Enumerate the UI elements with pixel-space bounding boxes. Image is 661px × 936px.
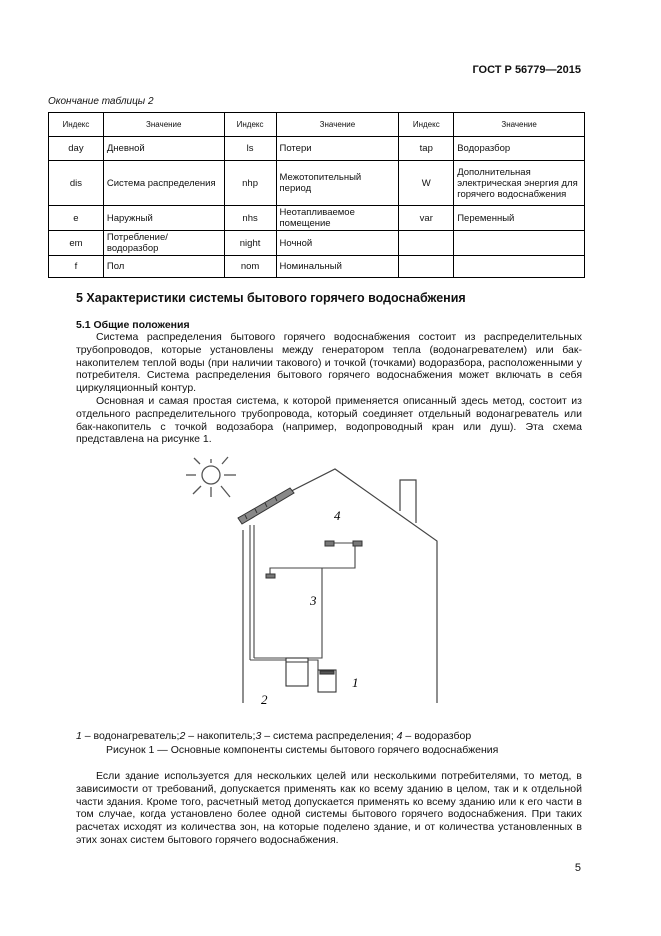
table-cell: Переменный: [454, 206, 585, 231]
table-cell: night: [224, 231, 276, 256]
table-cell: Ночной: [276, 231, 399, 256]
table-header-cell: Индекс: [224, 113, 276, 137]
sun-icon: [186, 457, 236, 497]
table-cell: Потребление/ водоразбор: [103, 231, 224, 256]
legend-number: 1: [76, 730, 82, 742]
figure-label-4: 4: [334, 508, 341, 523]
table-row: [49, 161, 585, 206]
table-cell: e: [49, 206, 104, 231]
legend-number: 2: [179, 730, 186, 742]
paragraph: [76, 770, 582, 847]
legend-text: – накопитель;: [185, 730, 256, 742]
table-cell: Пол: [103, 256, 224, 278]
table-cell: tap: [399, 137, 454, 161]
table-row: [49, 137, 585, 161]
table-cell: Потери: [276, 137, 399, 161]
table-cell: Межотопительный период: [276, 161, 399, 206]
table-cell: day: [49, 137, 104, 161]
table-cell: Дополнительная электрическая энергия для горячего водоснабжения: [454, 161, 585, 206]
figure-label-2: 2: [261, 692, 268, 707]
figure-label-3: 3: [310, 593, 317, 608]
legend-number: 3: [255, 730, 262, 742]
table-header-row: [49, 113, 585, 137]
figure-legend: [76, 730, 471, 742]
hot-water-system-figure: [180, 455, 450, 710]
table-caption: Окончание таблицы 2: [48, 96, 154, 107]
subsection-title: 5.1 Общие положения: [76, 319, 190, 331]
paragraph-text: Если здание используется для нескольких целей или несколькими потребителями, то метод, в зависимости от требований, допускается применять как ко всему зданию в целом, так и к отдельной части здания. Кроме того, расчетный метод допускается применять ко всему зданию или к его части в том случае, когда установлено более одной системы бытового горячего водоснабжения. При таких расчетах исходят из количества зон, на которые поделено здание, и от количества установленных в этих зонах систем бытового горячего водоснабжения.: [76, 770, 582, 846]
paragraph: [76, 331, 582, 395]
legend-number: 4: [396, 730, 403, 742]
paragraph-text: Система распределения бытового горячего водоснабжения состоит из распределительных трубопроводов, которые установлены между генератором тепла (водонагревателем) или бак-накопителем теплой воды (при наличии такового) и точкой (точками) водоразбора, расположенными у потребителя. Система распределения бытового горячего водоснабжения может включать в себя циркуляционный контур.: [76, 331, 582, 395]
table-cell: em: [49, 231, 104, 256]
distribution-pipes: [250, 525, 360, 670]
table-cell: Наружный: [103, 206, 224, 231]
table-cell: W: [399, 161, 454, 206]
solar-collector: [238, 488, 294, 524]
table-cell: [454, 256, 585, 278]
table-cell: dis: [49, 161, 104, 206]
figure-caption: Рисунок 1 — Основные компоненты системы бытового горячего водоснабжения: [106, 744, 499, 756]
document-code: ГОСТ Р 56779—2015: [472, 64, 581, 76]
table-cell: Система распределения: [103, 161, 224, 206]
table-cell: Неотапливаемое помещение: [276, 206, 399, 231]
legend-text: – водоразбор: [402, 730, 472, 742]
table-cell: f: [49, 256, 104, 278]
index-table: [48, 112, 585, 278]
table-header-cell: Индекс: [49, 113, 104, 137]
table-cell: nhp: [224, 161, 276, 206]
tap-icon: [266, 541, 362, 578]
legend-text: – система распределения;: [261, 730, 397, 742]
table-cell: Дневной: [103, 137, 224, 161]
table-cell: [454, 231, 585, 256]
legend-text: – водонагреватель;: [81, 730, 180, 742]
page-number: 5: [574, 862, 581, 874]
table-header-cell: Индекс: [399, 113, 454, 137]
figure-label-1: 1: [352, 675, 359, 690]
paragraph: [76, 395, 582, 446]
table-row: [49, 206, 585, 231]
table-header-cell: Значение: [454, 113, 585, 137]
table-cell: ls: [224, 137, 276, 161]
section-title: 5 Характеристики системы бытового горячего водоснабжения: [76, 291, 466, 305]
table-cell: var: [399, 206, 454, 231]
table-row: [49, 231, 585, 256]
water-heater: [318, 670, 336, 692]
table-header-cell: Значение: [103, 113, 224, 137]
table-cell: Номинальный: [276, 256, 399, 278]
table-row: [49, 256, 585, 278]
storage-tank: [286, 658, 308, 686]
table-header-cell: Значение: [276, 113, 399, 137]
table-cell: nhs: [224, 206, 276, 231]
table-cell: nom: [224, 256, 276, 278]
table-cell: [399, 231, 454, 256]
paragraph-text: Основная и самая простая система, к которой применяется описанный здесь метод, состоит из отдельного распределительного трубопровода, который соединяет отдельный водонагреватель или бак-накопитель с точкой водозабора (например, водопроводный кран или душ). Эта схема представлена на рисунке 1.: [76, 395, 582, 446]
table-cell: Водоразбор: [454, 137, 585, 161]
table-cell: [399, 256, 454, 278]
